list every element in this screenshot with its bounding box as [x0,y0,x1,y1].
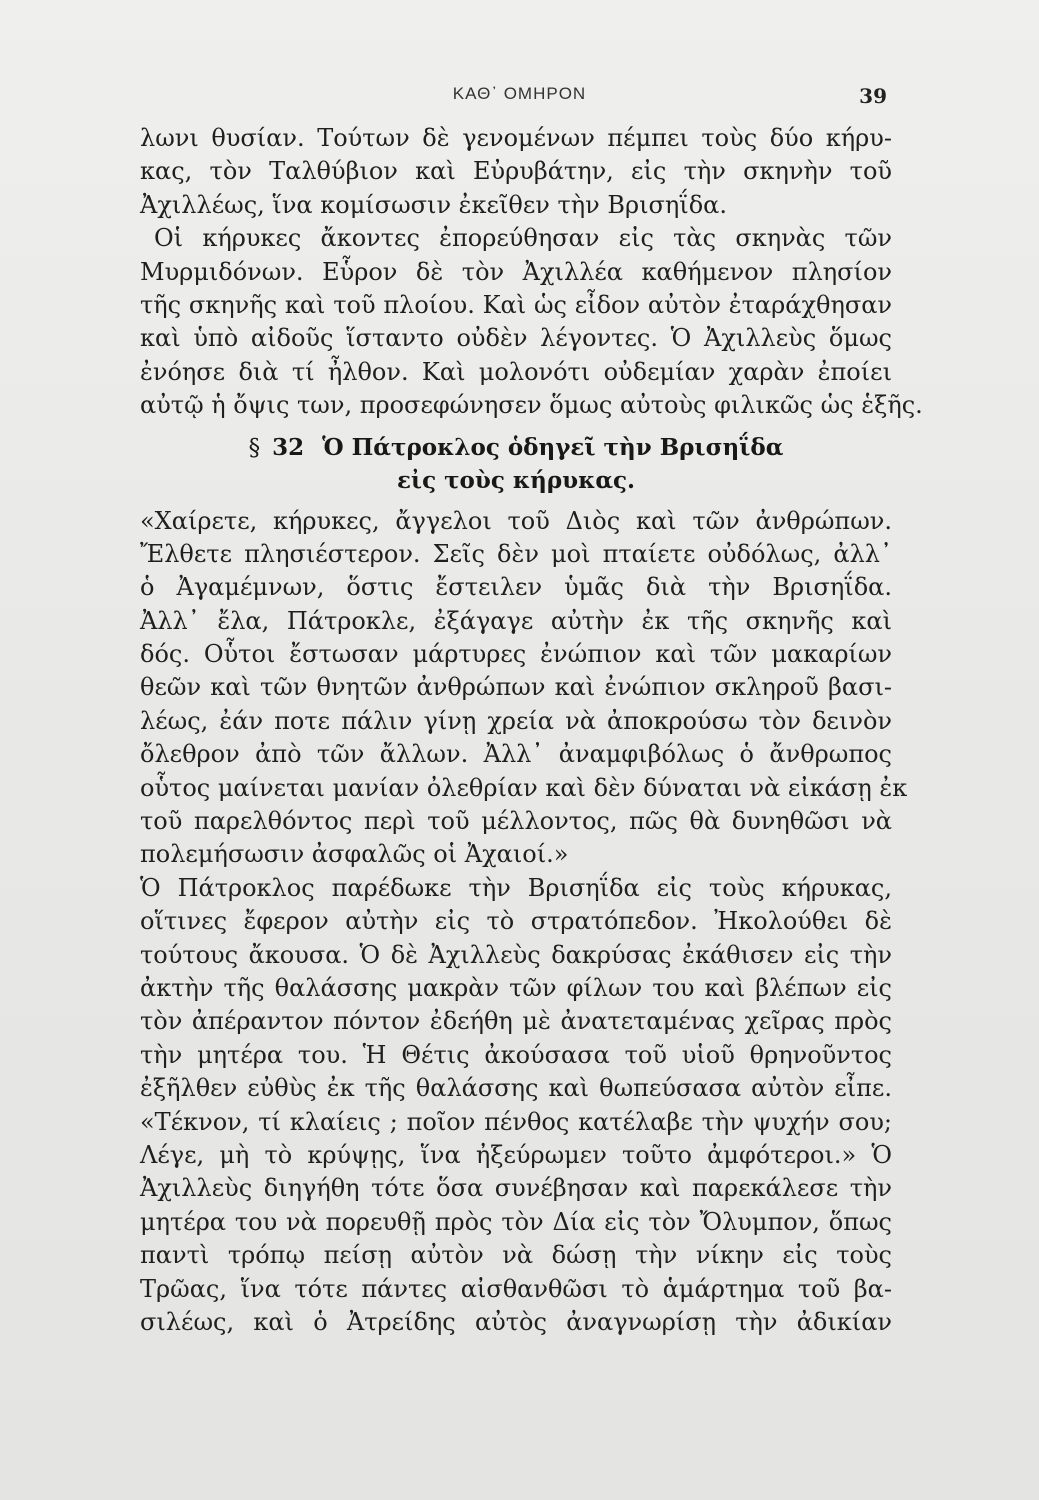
text-line: Οἱ κήρυκες ἄκοντες ἐπορεύθησαν εἰς τὰς σκηνὰς τῶν [154,224,892,253]
text-line: Ἀχιλλεὺς διηγήθη τότε ὅσα συνέβησαν καὶ παρεκάλεσε τὴν [140,1174,892,1203]
text-line: Ἀχιλλέως, ἵνα κομίσωσιν ἐκεῖθεν τὴν Βρισηΐδα. [140,190,727,219]
text-line: τούτους ἄκουσα. Ὁ δὲ Ἀχιλλεὺς δακρύσας ἐκάθισεν εἰς τὴν [140,940,892,969]
text-line: ὁ Ἀγαμέμνων, ὅστις ἔστειλεν ὑμᾶς διὰ τὴν Βρισηΐδα. [140,573,892,602]
text-line: καὶ ὑπὸ αἰδοῦς ἵσταντο οὐδὲν λέγοντες. Ὁ Ἀχιλλεὺς ὅμως [140,324,892,353]
running-head: ΚΑΘ᾽ ΟΜΗΡΟΝ [452,84,587,103]
text-line: λέως, ἐάν ποτε πάλιν γίνῃ χρεία νὰ ἀποκρούσω τὸν δεινὸν [140,706,892,735]
text-line: ἐξῆλθεν εὐθὺς ἐκ τῆς θαλάσσης καὶ θωπεύσασα αὐτὸν εἶπε. [140,1074,892,1103]
body-text [140,122,923,1339]
text-line: θεῶν καὶ τῶν θνητῶν ἀνθρώπων καὶ ἐνώπιον σκληροῦ βασι- [140,673,892,702]
text-line: τὴν μητέρα του. Ἡ Θέτις ἀκούσασα τοῦ υἱοῦ θρηνοῦντος [140,1040,892,1069]
paragraph-1 [140,122,892,222]
text-line: αὐτῷ ἡ ὄψις των, προσεφώνησεν ὅμως αὐτοὺς φιλικῶς ὡς ἑξῆς. [140,391,923,420]
section-title: Ὁ Πάτροκλος ὁδηγεῖ τὴν Βρισηΐδα [322,433,784,461]
text-line: «Τέκνον, τί κλαίεις ; ποῖον πένθος κατέλαβε τὴν ψυχήν σου; [140,1107,892,1136]
text-line: Ἔλθετε πλησιέστερον. Σεῖς δὲν μοὶ πταίετε οὐδόλως, ἀλλ᾽ [140,539,892,568]
text-line: ἀκτὴν τῆς θαλάσσης μακρὰν τῶν φίλων του καὶ βλέπων εἰς [140,973,892,1002]
text-line: «Χαίρετε, κήρυκες, ἄγγελοι τοῦ Διὸς καὶ τῶν ἀνθρώπων. [140,506,892,535]
text-line: παντὶ τρόπῳ πείσῃ αὐτὸν νὰ δώσῃ τὴν νίκην εἰς τοὺς [140,1241,892,1270]
text-line: τὸν ἀπέραντον πόντον ἐδεήθη μὲ ἀνατεταμένας χεῖρας πρὸς [140,1007,892,1036]
text-line: οὗτος μαίνεται μανίαν ὀλεθρίαν καὶ δὲν δύναται νὰ εἰκάσῃ ἐκ [140,773,908,802]
text-line: τῆς σκηνῆς καὶ τοῦ πλοίου. Καὶ ὡς εἶδον αὐτὸν ἐταράχθησαν [140,290,892,319]
text-line: ὄλεθρον ἀπὸ τῶν ἄλλων. Ἀλλ᾽ ἀναμφιβόλως ὁ ἄνθρωπος [140,740,892,769]
paragraph-2 [140,222,923,422]
paragraph-4 [140,872,892,1339]
section-number: 32 [272,433,305,461]
page-number: 39 [859,84,887,108]
text-line: ἐνόησε διὰ τί ἦλθον. Καὶ μολονότι οὐδεμίαν χαρὰν ἐποίει [140,357,892,386]
text-line: τοῦ παρελθόντος περὶ τοῦ μέλλοντος, πῶς θὰ δυνηθῶσι νὰ [140,807,892,836]
text-line: μητέρα του νὰ πορευθῇ πρὸς τὸν Δία εἰς τὸν Ὄλυμπον, ὅπως [140,1207,892,1236]
section-title-line-2: εἰς τοὺς κήρυκας. [396,466,636,494]
paragraph-3 [140,505,908,872]
section-title-line-1 [140,431,892,464]
text-line: Τρῶας, ἵνα τότε πάντες αἰσθανθῶσι τὸ ἁμάρτημα τοῦ βα- [140,1274,892,1303]
text-line: Μυρμιδόνων. Εὗρον δὲ τὸν Ἀχιλλέα καθήμενον πλησίον [140,257,892,286]
text-line: Λέγε, μὴ τὸ κρύψῃς, ἵνα ἠξεύρωμεν τοῦτο ἀμφότεροι.» Ὁ [140,1140,892,1169]
section-heading [140,431,892,497]
text-line: λωνι θυσίαν. Τούτων δὲ γενομένων πέμπει τοὺς δύο κήρυ- [140,124,892,152]
text-line: Ὁ Πάτροκλος παρέδωκε τὴν Βρισηΐδα εἰς τοὺς κήρυκας, [140,873,892,902]
text-line: δός. Οὗτοι ἔστωσαν μάρτυρες ἐνώπιον καὶ τῶν μακαρίων [140,640,892,669]
section-sign: § [248,434,261,461]
text-line: σιλέως, καὶ ὁ Ἀτρείδης αὐτὸς ἀναγνωρίσῃ τὴν ἀδικίαν [140,1307,892,1336]
text-line: οἵτινες ἔφερον αὐτὴν εἰς τὸ στρατόπεδον. Ἠκολούθει δὲ [140,907,892,936]
text-line: πολεμήσωσιν ἀσφαλῶς οἱ Ἀχαιοί.» [140,840,569,869]
text-line: Ἀλλ᾽ ἔλα, Πάτροκλε, ἐξάγαγε αὐτὴν ἐκ τῆς σκηνῆς καὶ [140,606,892,635]
text-line: κας, τὸν Ταλθύβιον καὶ Εὐρυβάτην, εἰς τὴν σκηνὴν τοῦ [140,157,892,186]
